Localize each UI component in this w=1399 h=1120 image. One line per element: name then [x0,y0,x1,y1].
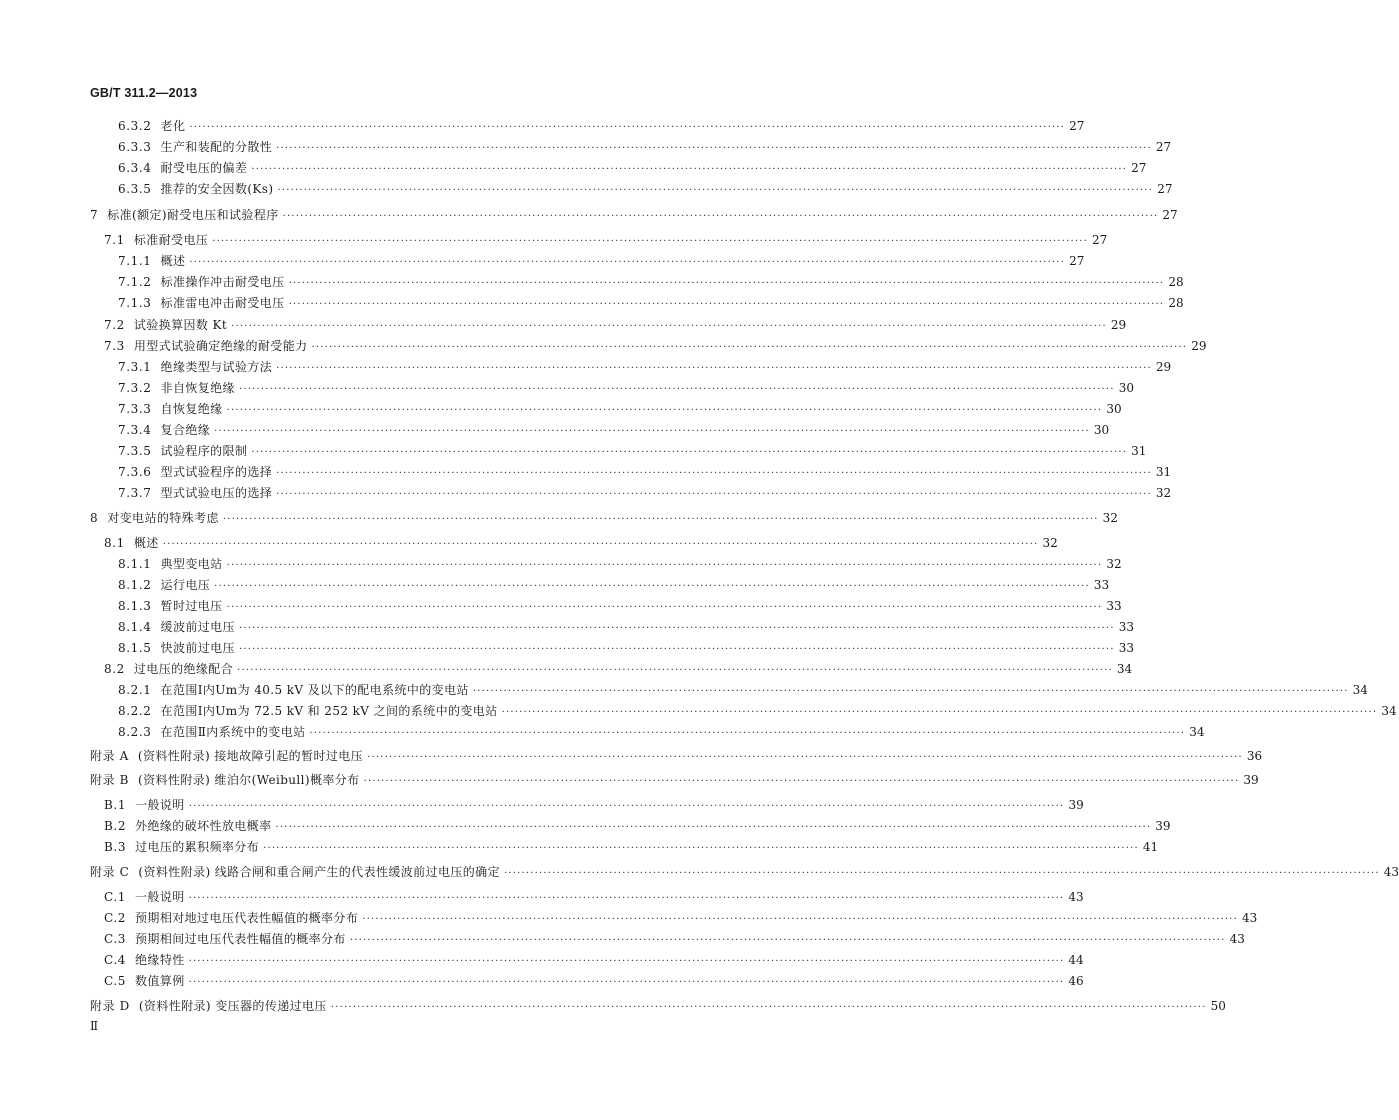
toc-entry-title: 复合绝缘 [160,423,211,437]
toc-entry-title: 概述 [133,536,159,550]
dot-leader: ········································································································································································································ [226,560,1103,571]
toc-entry-number: 7.3.6 [118,465,152,479]
dot-leader: ········································································································································································································ [237,665,1113,676]
toc-entry[interactable] [90,770,1259,790]
toc-entry-number: 7.3.5 [118,444,152,458]
toc-entry-title: 生产和装配的分散性 [160,140,273,154]
toc-entry[interactable] [90,862,1399,882]
dot-leader: ········································································································································································································ [188,956,1065,967]
toc-entry-page-number: 34 [1116,662,1133,676]
toc-entry-number: 7.1.1 [118,254,152,268]
toc-entry-number: B.1 [104,798,127,812]
toc-entry[interactable] [118,722,1205,742]
dot-leader: ········································································································································································································ [504,868,1380,879]
toc-entry-title: 老化 [160,119,186,133]
dot-leader: ········································································································································································································ [330,1002,1207,1013]
dot-leader: ········································································································································································································ [282,211,1159,222]
toc-entry-number: C.2 [104,911,127,925]
dot-leader: ········································································································································································································ [309,728,1186,739]
toc-entry[interactable] [90,205,1178,225]
toc-entry[interactable] [118,680,1368,700]
dot-leader: ········································································································································································································ [276,468,1152,479]
dot-leader: ········································································································································································································ [362,914,1238,925]
toc-entry-title: 耐受电压的偏差 [160,161,248,175]
toc-entry-title: 试验换算因数 Kt [133,318,228,332]
toc-entry-page-number: 31 [1155,465,1172,479]
toc-entry-number: 6.3.2 [118,119,152,133]
toc-entry-title: 快波前过电压 [160,641,235,655]
toc-entry-title: (资料性附录) 变压器的传递过电压 [138,999,327,1013]
toc-entry-number: 8.2 [104,662,125,676]
toc-entry[interactable] [118,357,1172,377]
toc-entry-number: B.3 [104,840,127,854]
toc-entry-title: 暂时过电压 [160,599,223,613]
toc-entry[interactable] [118,441,1147,461]
toc-entry-number: 7.3 [104,339,125,353]
toc-entry-number: 7.3.7 [118,486,152,500]
toc-entry-title: 在范围Ⅰ内Um为 72.5 kV 和 252 kV 之间的系统中的变电站 [160,704,498,718]
toc-entry-title: 过电压的绝缘配合 [133,662,234,676]
toc-entry[interactable] [104,315,1127,335]
toc-entry-page-number: 29 [1191,339,1207,353]
toc-entry-title: 运行电压 [160,578,211,592]
dot-leader: ········································································································································································································ [212,236,1089,247]
dot-leader: ········································································································································································································ [276,143,1152,154]
dot-leader: ········································································································································································································ [251,164,1128,175]
toc-entry-title: 一般说明 [135,798,185,812]
toc-entry[interactable] [118,378,1134,398]
toc-entry-number: 附录 A [90,749,129,763]
toc-entry-number: 8.2.2 [118,704,152,718]
toc-entry-page-number: 30 [1093,423,1110,437]
toc-entry-title: 非自恢复绝缘 [160,381,235,395]
toc-entry[interactable] [118,116,1085,136]
toc-entry-number: B.2 [104,819,127,833]
toc-entry-title: 概述 [160,254,186,268]
toc-entry-page-number: 39 [1243,773,1259,787]
toc-entry-title: 型式试验程序的选择 [160,465,273,479]
toc-entry-title: 型式试验电压的选择 [160,486,273,500]
dot-leader: ········································································································································································································ [226,602,1103,613]
toc-entry-number: 8.1.5 [118,641,152,655]
dot-leader: ········································································································································································································ [238,644,1115,655]
dot-leader: ········································································································································································································ [367,752,1243,763]
toc-entry-page-number: 27 [1069,254,1085,268]
toc-entry-page-number: 32 [1155,486,1172,500]
toc-entry-page-number: 44 [1068,953,1084,967]
toc-entry-title: 绝缘特性 [135,953,185,967]
toc-entry-title: 标准雷电冲击耐受电压 [160,296,285,310]
toc-entry-title: (资料性附录) 接地故障引起的暂时过电压 [137,749,364,763]
dot-leader: ········································································································································································································ [162,539,1039,550]
toc-entry-title: 过电压的累积频率分布 [135,840,260,854]
toc-entry-title: 对变电站的特殊考虑 [107,511,219,525]
toc-entry-page-number: 39 [1068,798,1084,812]
dot-leader: ········································································································································································································ [275,822,1152,833]
toc-entry-page-number: 29 [1155,360,1172,374]
toc-entry-number: 7.1.2 [118,275,152,289]
toc-entry[interactable] [118,272,1184,292]
dot-leader: ········································································································································································································ [263,843,1139,854]
dot-leader: ········································································································································································································ [472,686,1349,697]
dot-leader: ········································································································································································································ [311,342,1188,353]
toc-entry-title: 标准耐受电压 [133,233,209,247]
toc-entry-title: 外绝缘的破坏性放电概率 [135,819,272,833]
toc-entry[interactable] [118,179,1173,199]
toc-entry-number: 7.3.4 [118,423,152,437]
dot-leader: ········································································································································································································ [276,489,1152,500]
toc-entry-page-number: 33 [1118,620,1134,634]
dot-leader: ········································································································································································································ [231,321,1107,332]
toc-entry-page-number: 32 [1106,557,1122,571]
toc-entry[interactable] [118,158,1147,178]
dot-leader: ········································································································································································································ [214,426,1090,437]
dot-leader: ········································································································································································································ [188,977,1065,988]
toc-entry-page-number: 32 [1102,511,1118,525]
dot-leader: ········································································································································································································ [288,278,1165,289]
page-number-footer: Ⅱ [90,1019,99,1033]
toc-entry-page-number: 50 [1210,999,1226,1013]
toc-entry-page-number: 27 [1131,161,1147,175]
toc-entry-title: (资料性附录) 维泊尔(Weibull)概率分布 [138,773,360,787]
dot-leader: ········································································································································································································ [363,776,1240,787]
toc-entry[interactable] [90,746,1263,766]
toc-entry-title: 绝缘类型与试验方法 [160,360,273,374]
toc-entry[interactable] [118,638,1134,658]
toc-entry-number: 8.1 [104,536,125,550]
toc-entry-page-number: 27 [1069,119,1085,133]
toc-entry-page-number: 34 [1352,683,1368,697]
toc-entry[interactable] [104,230,1108,250]
toc-entry-title: 预期相对地过电压代表性幅值的概率分布 [135,911,359,925]
toc-entry-page-number: 31 [1131,444,1147,458]
toc-entry[interactable] [90,996,1226,1016]
toc-entry-title: 自恢复绝缘 [160,402,223,416]
toc-entry-number: 7.2 [104,318,125,332]
toc-entry-number: C.4 [104,953,127,967]
toc-entry[interactable] [118,420,1110,440]
toc-entry[interactable] [104,837,1159,857]
toc-entry[interactable] [104,816,1171,836]
toc-entry-page-number: 46 [1068,974,1084,988]
toc-entry-page-number: 43 [1068,890,1084,904]
toc-entry[interactable] [118,483,1172,503]
toc-entry-page-number: 27 [1157,182,1173,196]
dot-leader: ········································································································································································································ [238,623,1115,634]
toc-entry-page-number: 28 [1168,275,1184,289]
toc-entry-number: 6.3.3 [118,140,152,154]
document-header: GB/T 311.2—2013 [90,86,198,100]
dot-leader: ········································································································································································································ [288,299,1165,310]
toc-entry-title: 预期相间过电压代表性幅值的概率分布 [135,932,346,946]
toc-entry[interactable] [118,554,1122,574]
toc-entry[interactable] [104,929,1245,949]
toc-entry-page-number: 33 [1093,578,1110,592]
toc-entry-number: C.3 [104,932,127,946]
toc-entry-number: 7.3.2 [118,381,152,395]
toc-entry-number: 附录 B [90,773,130,787]
toc-entry-number: 7.1 [104,233,125,247]
toc-entry-page-number: 33 [1118,641,1134,655]
toc-entry-page-number: 41 [1142,840,1159,854]
toc-entry-page-number: 28 [1168,296,1184,310]
toc-entry[interactable] [104,887,1084,907]
toc-entry-page-number: 34 [1189,725,1205,739]
dot-leader: ········································································································································································································ [189,122,1066,133]
toc-entry-title: 在范围Ⅱ内系统中的变电站 [160,725,306,739]
toc-entry-number: C.5 [104,974,127,988]
dot-leader: ········································································································································································································ [222,514,1099,525]
toc-entry-title: 用型式试验确定绝缘的耐受能力 [133,339,308,353]
toc-entry[interactable] [118,399,1122,419]
toc-entry-page-number: 32 [1042,536,1058,550]
toc-entry-page-number: 27 [1092,233,1108,247]
dot-leader: ········································································································································································································ [214,581,1090,592]
toc-entry-title: 典型变电站 [160,557,223,571]
toc-entry-number: 附录 D [90,999,130,1013]
toc-entry-page-number: 43 [1241,911,1258,925]
dot-leader: ········································································································································································································ [226,405,1103,416]
toc-entry[interactable] [90,508,1118,528]
toc-entry[interactable] [104,908,1258,928]
toc-entry[interactable] [104,659,1133,679]
dot-leader: ········································································································································································································ [277,185,1154,196]
dot-leader: ········································································································································································································ [501,707,1378,718]
toc-entry-page-number: 30 [1118,381,1134,395]
toc-entry[interactable] [118,462,1172,482]
toc-entry-number: 6.3.4 [118,161,152,175]
toc-entry-page-number: 33 [1106,599,1122,613]
toc-entry-title: 试验程序的限制 [160,444,248,458]
toc-entry[interactable] [118,293,1184,313]
toc-entry-title: 标准操作冲击耐受电压 [160,275,285,289]
dot-leader: ········································································································································································································ [276,363,1152,374]
dot-leader: ········································································································································································································ [188,801,1065,812]
toc-entry-number: 7 [90,208,99,222]
toc-entry[interactable] [104,336,1207,356]
dot-leader: ········································································································································································································ [349,935,1226,946]
dot-leader: ········································································································································································································ [238,384,1115,395]
toc-entry-title: 在范围Ⅰ内Um为 40.5 kV 及以下的配电系统中的变电站 [160,683,469,697]
toc-entry[interactable] [118,251,1085,271]
dot-leader: ········································································································································································································ [189,257,1066,268]
toc-entry[interactable] [104,950,1084,970]
toc-entry-page-number: 29 [1110,318,1127,332]
dot-leader: ········································································································································································································ [251,447,1128,458]
toc-entry[interactable] [118,575,1110,595]
toc-entry-title: 标准(额定)耐受电压和试验程序 [107,208,279,222]
toc-entry-page-number: 43 [1229,932,1245,946]
dot-leader: ········································································································································································································ [188,893,1065,904]
toc-entry[interactable] [104,533,1058,553]
toc-entry-number: 7.3.1 [118,360,152,374]
toc-entry-title: 推荐的安全因数(Ks) [160,182,274,196]
toc-entry-page-number: 27 [1155,140,1172,154]
toc-entry-number: 8.2.1 [118,683,152,697]
toc-entry-number: 8.2.3 [118,725,152,739]
toc-entry-page-number: 30 [1106,402,1122,416]
toc-entry-number: 8.1.4 [118,620,152,634]
toc-entry-number: C.1 [104,890,127,904]
toc-entry[interactable] [104,795,1084,815]
toc-entry[interactable] [118,137,1172,157]
toc-entry-page-number: 36 [1246,749,1263,763]
toc-entry-title: 一般说明 [135,890,185,904]
toc-entry-number: 8 [90,511,99,525]
toc-entry-number: 6.3.5 [118,182,152,196]
toc-entry-page-number: 27 [1162,208,1178,222]
toc-entry[interactable] [118,596,1122,616]
toc-entry-title: 数值算例 [135,974,185,988]
toc-entry-title: 缓波前过电压 [160,620,235,634]
toc-entry-title: (资料性附录) 线路合闸和重合闸产生的代表性缓波前过电压的确定 [138,865,500,879]
toc-entry-page-number: 39 [1155,819,1171,833]
toc-entry[interactable] [118,617,1134,637]
toc-entry-number: 8.1.2 [118,578,152,592]
toc-entry-number: 附录 C [90,865,130,879]
toc-entry-number: 7.3.3 [118,402,152,416]
toc-entry-number: 7.1.3 [118,296,152,310]
toc-entry[interactable] [118,701,1397,721]
toc-entry-page-number: 34 [1381,704,1397,718]
toc-entry[interactable] [104,971,1084,991]
toc-entry-page-number: 43 [1383,865,1399,879]
toc-entry-number: 8.1.1 [118,557,152,571]
toc-entry-number: 8.1.3 [118,599,152,613]
